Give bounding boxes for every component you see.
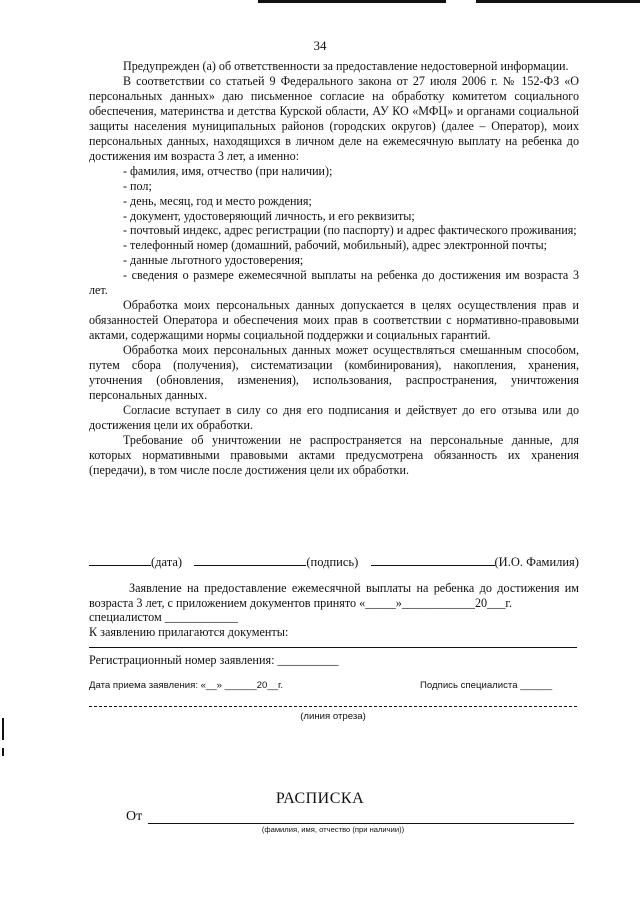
specialist-signature: Подпись специалиста ______	[420, 680, 553, 691]
signature-field[interactable]: (подпись)	[194, 553, 358, 570]
paragraph-warning: Предупрежден (а) об ответственности за предоставление недостоверной информации.	[123, 59, 569, 73]
list-item: - сведения о размере ежемесячной выплаты на ребенка до достижения им возраста 3 лет.	[89, 268, 579, 298]
list-item: - пол;	[123, 178, 152, 193]
page-number: 34	[313, 38, 327, 53]
list-item: - данные льготного удостоверения;	[123, 253, 304, 268]
scan-edge-mark	[258, 0, 446, 3]
paragraph-purpose: Обработка моих персональных данных допускается в целях осуществления прав и обязанностей Оператора и обеспечения моих прав в соответствии с нормативно-правовыми актами, содержащими нормы социальной поддержки и социальных гарантий.	[89, 298, 579, 343]
from-name-line[interactable]	[148, 823, 574, 824]
paragraph-consent: В соответствии со статьей 9 Федерального закона от 27 июля 2006 г. № 152-ФЗ «О персональных данных» даю письменное согласие на обработку комитетом социального обеспечения, материнства и детства Курской области, АУ КО «МФЦ» и органами социальной защиты населения муниципальных районов (городских округов) (далее – Оператор), моих персональных данных, находящихся в личном деле на ежемесячную выплату на ребенка до достижения им возраста 3 лет, а именно:	[89, 73, 579, 163]
signature-row	[89, 553, 579, 570]
statement-attachments: К заявлению прилагаются документы:	[89, 624, 289, 639]
consent-text	[89, 59, 579, 478]
scan-margin-mark	[2, 748, 4, 756]
registration-number: Регистрационный номер заявления: __________	[89, 653, 339, 667]
paragraph-destruction: Требование об уничтожении не распространяется на персональные данные, для которых нормативными правовыми актами предусмотрена обязанность их хранения (передачи), в том числе после достижения цели их обработки.	[89, 432, 579, 477]
cut-line-caption: (линия отреза)	[300, 711, 366, 722]
paragraph-validity: Согласие вступает в силу со дня его подписания и действует до его отзыва или до достижения цели их обработки.	[89, 402, 579, 432]
date-field[interactable]: (дата)	[89, 553, 182, 570]
list-item: - документ, удостоверяющий личность, и его реквизиты;	[123, 208, 415, 223]
receipt-date: Дата приема заявления: «__» ______20__г.	[89, 680, 284, 691]
list-item: - телефонный номер (домашний, рабочий, мобильный), адрес электронной почты;	[123, 238, 547, 253]
from-label: От	[126, 809, 143, 824]
statement-accepted: Заявление на предоставление ежемесячной выплаты на ребенка до достижения им возраста 3 лет, с приложением документов принято «_____»____________20___г.	[89, 581, 579, 610]
paragraph-methods: Обработка моих персональных данных может осуществляться смешанным способом, путем сбора (получения), систематизации (комбинирования), накопления, хранения, уточнения (обновления, изменения), использования, распространения, уничтожения персональных данных.	[89, 343, 579, 402]
scan-margin-mark	[2, 718, 4, 740]
statement-specialist: специалистом ____________	[89, 610, 238, 624]
scan-edge-mark	[476, 0, 640, 3]
attachments-line	[89, 647, 577, 648]
name-field[interactable]: (И.О. Фамилия)	[371, 553, 579, 570]
receipt-title: РАСПИСКА	[275, 790, 365, 807]
list-item: - день, месяц, год и место рождения;	[123, 193, 312, 208]
list-item: - почтовый индекс, адрес регистрации (по паспорту) и адрес фактического проживания;	[123, 223, 577, 238]
application-statement	[89, 581, 579, 639]
cut-line	[89, 706, 577, 707]
list-item: - фамилия, имя, отчество (при наличии);	[123, 163, 333, 178]
from-caption: (фамилия, имя, отчество (при наличии))	[261, 825, 405, 834]
